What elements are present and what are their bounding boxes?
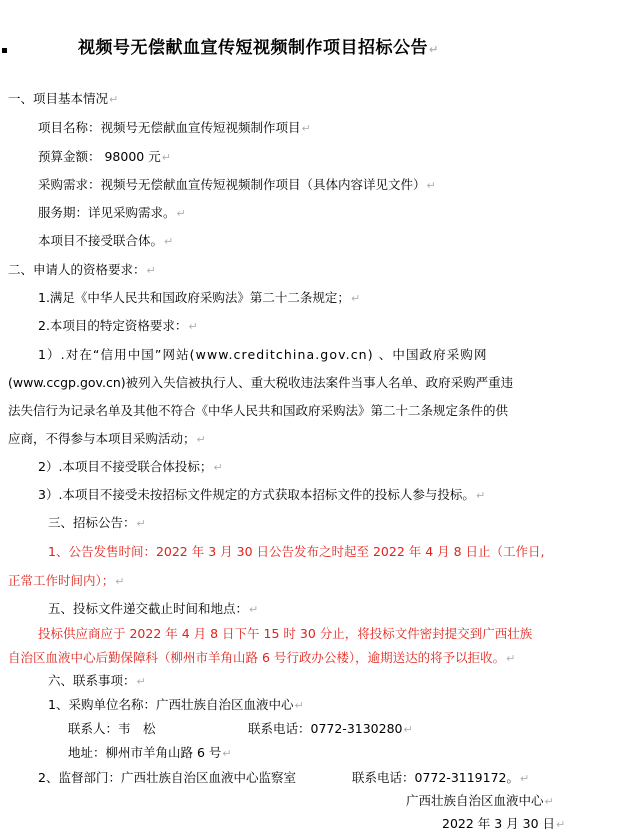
section3-heading: 三、招标公告：↵ xyxy=(48,515,146,530)
item3: 3）.本项目不接受未按招标文件规定的方式获取本招标文件的投标人参与投标。↵ xyxy=(38,487,486,502)
contact-person: 联系人：韦 松 xyxy=(68,721,156,736)
budget-amount: 预算金额： 98000 元↵ xyxy=(38,149,171,164)
item1-line4: 应商，不得参与本项目采购活动；↵ xyxy=(8,431,206,446)
paragraph-mark: ↵ xyxy=(429,43,439,56)
deadline-line2: 自治区血液中心后勤保障科（柳州市羊角山路 6 号行政办公楼），逾期送达的将予以拒收。↵ xyxy=(8,650,516,665)
project-name: 项目名称：视频号无偿献血宣传短视频制作项目↵ xyxy=(38,120,311,135)
deadline-line1: 投标供应商应于 2022 年 4 月 8 日下午 15 时 30 分止，将投标文件密封提交到广西壮族 xyxy=(38,626,533,641)
item1-line3: 法失信行为记录名单及其他不符合《中华人民共和国政府采购法》第二十二条规定条件的供 xyxy=(8,403,509,418)
margin-dot xyxy=(2,48,7,53)
item1-line1: 1）.对在“信用中国”网站(www.creditchina.gov.cn) 、中国政府采购网 xyxy=(38,347,488,362)
supervisor-phone: 联系电话：0772-3119172。↵ xyxy=(352,770,530,785)
requirement-2: 2.本项目的特定资格要求：↵ xyxy=(38,318,198,333)
item1-line2: (www.ccgp.gov.cn)被列入失信被执行人、重大税收违法案件当事人名单、政府采购严重违 xyxy=(8,375,514,390)
sale-time-line2: 正常工作时间内）；↵ xyxy=(8,573,125,588)
item2: 2）.本项目不接受联合体投标；↵ xyxy=(38,459,223,474)
section6-heading: 六、联系事项：↵ xyxy=(48,673,146,688)
section5-heading: 五、投标文件递交截止时间和地点：↵ xyxy=(48,601,259,616)
section1-heading: 一、项目基本情况↵ xyxy=(8,91,119,106)
contact-phone: 联系电话：0772-3130280↵ xyxy=(248,721,413,736)
sale-time-line1: 1、公告发售时间：2022 年 3 月 30 日公告发布之时起至 2022 年 4 月 8 日止（工作日, xyxy=(48,544,545,559)
supervising-department: 2、监督部门：广西壮族自治区血液中心监察室 xyxy=(38,770,296,785)
no-consortium-note: 本项目不接受联合体。↵ xyxy=(38,233,174,248)
document-title: 视频号无偿献血宣传短视频制作项目招标公告↵ xyxy=(78,38,439,58)
signature-org: 广西壮族自治区血液中心↵ xyxy=(406,793,554,808)
requirement-1: 1.满足《中华人民共和国政府采购法》第二十二条规定；↵ xyxy=(38,290,361,305)
contact-address: 地址：柳州市羊角山路 6 号↵ xyxy=(68,745,232,760)
signature-date: 2022 年 3 月 30 日↵ xyxy=(442,816,566,831)
section2-heading: 二、申请人的资格要求：↵ xyxy=(8,262,156,277)
procurement-demand: 采购需求：视频号无偿献血宣传短视频制作项目（具体内容详见文件）↵ xyxy=(38,177,436,192)
service-period: 服务期：详见采购需求。↵ xyxy=(38,205,186,220)
purchaser-name: 1、采购单位名称：广西壮族自治区血液中心↵ xyxy=(48,697,304,712)
